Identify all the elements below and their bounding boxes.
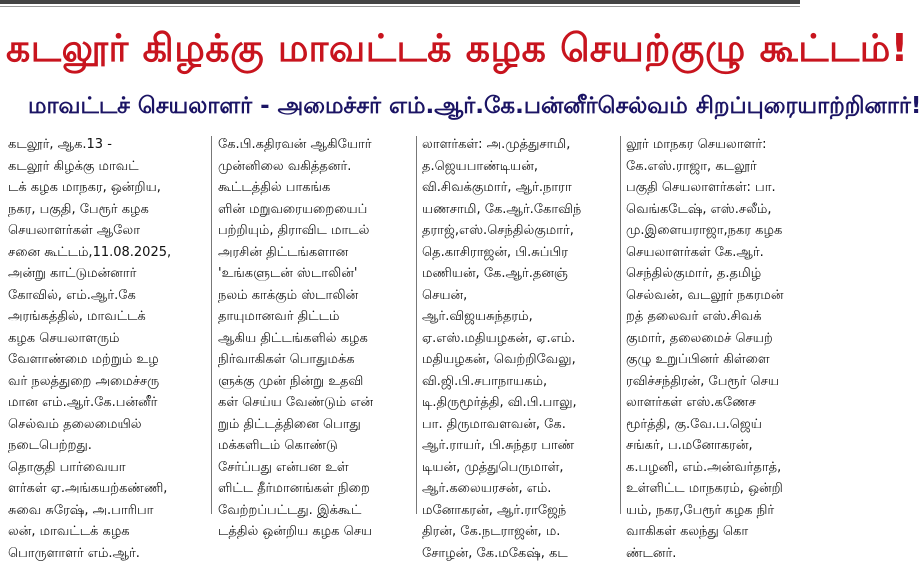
text-line: திரன், கே.நடராஜன், ம. (422, 521, 614, 543)
top-border-rule (0, 0, 800, 4)
text-line: யம், நகர,பேரூர் கழக நிர் (626, 500, 800, 522)
text-column-3 (422, 134, 614, 515)
text-line: நலம் காக்கும் ஸ்டாலின் (218, 285, 410, 307)
text-line: கழக செயலாளரும் (8, 328, 198, 350)
text-line: ஆகிய திட்டங்களில் கழக (218, 328, 410, 350)
text-line: வாகிகள் கலந்து கொ (626, 521, 800, 543)
text-line: தெ.காசிராஜன், பி.சுப்பிர (422, 242, 614, 264)
text-line: பா. திருமாவளவன், கே. (422, 414, 614, 436)
text-line: றத் தலைவர் எஸ்.சிவக் (626, 306, 800, 328)
text-line: சோழன், கே.மகேஷ், கட (422, 543, 614, 564)
text-line: வி.ஜி.பி.சபாநாயகம், (422, 371, 614, 393)
text-line: மணியன், கே.ஆர்.தனஞ் (422, 263, 614, 285)
text-line: வி.சிவக்குமார், ஆர்.நாரா (422, 177, 614, 199)
text-line: தொகுதி பார்வையா (8, 457, 198, 479)
text-line: சனை கூட்டம்,11.08.2025, (8, 242, 198, 264)
column-divider (416, 136, 417, 514)
text-line: செயன், (422, 285, 614, 307)
text-line: குழு உறுப்பினர் கிள்ளை (626, 349, 800, 371)
text-line: செந்தில்குமார், த.தமிழ் (626, 263, 800, 285)
text-line: கூட்டத்தில் பாகங்க (218, 177, 410, 199)
text-column-4 (626, 134, 800, 515)
text-line: மக்களிடம் கொண்டு (218, 435, 410, 457)
text-line: மூர்த்தி, கு.வே.ப.ஜெய் (626, 414, 800, 436)
text-line: வேளாண்மை மற்றும் உழ (8, 349, 198, 371)
text-line: கடலூர், ஆக.13 - (8, 134, 198, 156)
text-line: செயலாளர்கள் கே.ஆர். (626, 242, 800, 264)
text-line: ளிட்ட தீர்மானங்கள் நிறை (218, 478, 410, 500)
text-line: த.ஜெயபாண்டியன், (422, 156, 614, 178)
text-line: குமார், தலைமைச் செயற் (626, 328, 800, 350)
text-line: செயலாளர்கள் ஆலோ (8, 220, 198, 242)
text-line: செல்வம் தலைமையில் (8, 414, 198, 436)
text-line: கள் செய்ய வேண்டும் என் (218, 392, 410, 414)
text-line: ரவிச்சந்திரன், பேரூர் செய (626, 371, 800, 393)
text-line: ளர்கள் ஏ.அங்கயற்கண்ணி, (8, 478, 198, 500)
text-line: சேர்ப்பது என்பன உள் (218, 457, 410, 479)
text-line: சுவை சுரேஷ், அ.பாரிபா (8, 500, 198, 522)
text-line: றும் திட்டத்தினை பொது (218, 414, 410, 436)
column-divider (620, 136, 621, 514)
text-line: கோவில், எம்.ஆர்.கே (8, 285, 198, 307)
text-line: ஆர்.ராயர், பி.சுந்தர பாண் (422, 435, 614, 457)
text-line: க.பழனி, எம்.அன்வர்தாத், (626, 457, 800, 479)
text-line: 'உங்களுடன் ஸ்டாலின்' (218, 263, 410, 285)
text-column-2 (218, 134, 410, 515)
text-line: நகர, பகுதி, பேரூர் கழக (8, 199, 198, 221)
text-line: லூர் மாநகர செயலாளர்: (626, 134, 800, 156)
text-line: தராஜ்,எஸ்.செந்தில்குமார், (422, 220, 614, 242)
text-line: கடலூர் கிழக்கு மாவட் (8, 156, 198, 178)
top-thin-rule (0, 6, 800, 7)
text-line: பற்றியும், திராவிட மாடல் (218, 220, 410, 242)
text-line: லன், மாவட்டக் கழக (8, 521, 198, 543)
text-line: கே.எஸ்.ராஜா, கடலூர் (626, 156, 800, 178)
text-line: பகுதி செயலாளர்கள்: பா. (626, 177, 800, 199)
text-line: மதியழகன், வெற்றிவேலு, (422, 349, 614, 371)
text-line: வர் நலத்துறை அமைச்சரு (8, 371, 198, 393)
text-line: ண்டனர். (626, 543, 800, 564)
text-line: அரங்கத்தில், மாவட்டக் (8, 306, 198, 328)
text-line: டியன், முத்துபெருமாள், (422, 457, 614, 479)
text-line: ஏ.எஸ்.மதியழகன், ஏ.எம். (422, 328, 614, 350)
text-line: அரசின் திட்டங்களான (218, 242, 410, 264)
text-line: ளுக்கு முன் நின்று உதவி (218, 371, 410, 393)
text-line: ஆர்.விஜயசுந்தரம், (422, 306, 614, 328)
text-line: டத்தில் ஒன்றிய கழக செய (218, 521, 410, 543)
text-line: ஆர்.கலையரசன், எம். (422, 478, 614, 500)
text-line: மு.இளையராஜா,நகர கழக (626, 220, 800, 242)
text-line: செல்வன், வடலூர் நகரமன் (626, 285, 800, 307)
text-line: சங்கர், ப.மனோகரன், (626, 435, 800, 457)
text-line: தாயுமானவர் திட்டம் (218, 306, 410, 328)
article-body (0, 134, 800, 515)
text-line: நடைபெற்றது. (8, 435, 198, 457)
column-divider (211, 136, 212, 514)
article-headline: கடலூர் கிழக்கு மாவட்டக் கழக செயற்குழு கூட்டம்! (6, 26, 806, 70)
text-line: லாளர்கள்: அ.முத்துசாமி, (422, 134, 614, 156)
text-line: யணசாமி, கே.ஆர்.கோவிந் (422, 199, 614, 221)
text-column-1 (8, 134, 198, 515)
text-line: மான எம்.ஆர்.கே.பன்னீர் (8, 392, 198, 414)
text-line: டக் கழக மாநகர, ஒன்றிய, (8, 177, 198, 199)
text-line: ளின் மறுவரையறையைப் (218, 199, 410, 221)
text-line: வெங்கடேஷ், எஸ்.சலீம், (626, 199, 800, 221)
text-line: கே.பி.கதிரவன் ஆகியோர் (218, 134, 410, 156)
article-subheadline: மாவட்டச் செயலாளர் - அமைச்சர் எம்.ஆர்.கே.பன்னீர்செல்வம் சிறப்புரையாற்றினார்! (28, 92, 808, 120)
text-line: லாளர்கள் எஸ்.கணேச (626, 392, 800, 414)
text-line: அன்று காட்டுமன்னார் (8, 263, 198, 285)
text-line: டி.திருமூர்த்தி, வி.பி.பாலு, (422, 392, 614, 414)
text-line: மனோகரன், ஆர்.ராஜேந் (422, 500, 614, 522)
text-line: முன்னிலை வகித்தனர். (218, 156, 410, 178)
text-line: உள்ளிட்ட மாநகரம், ஒன்றி (626, 478, 800, 500)
text-line: வேற்றப்பட்டது. இக்கூட் (218, 500, 410, 522)
text-line: பொருளாளர் எம்.ஆர். (8, 543, 198, 564)
text-line: நிர்வாகிகள் பொதுமக்க (218, 349, 410, 371)
